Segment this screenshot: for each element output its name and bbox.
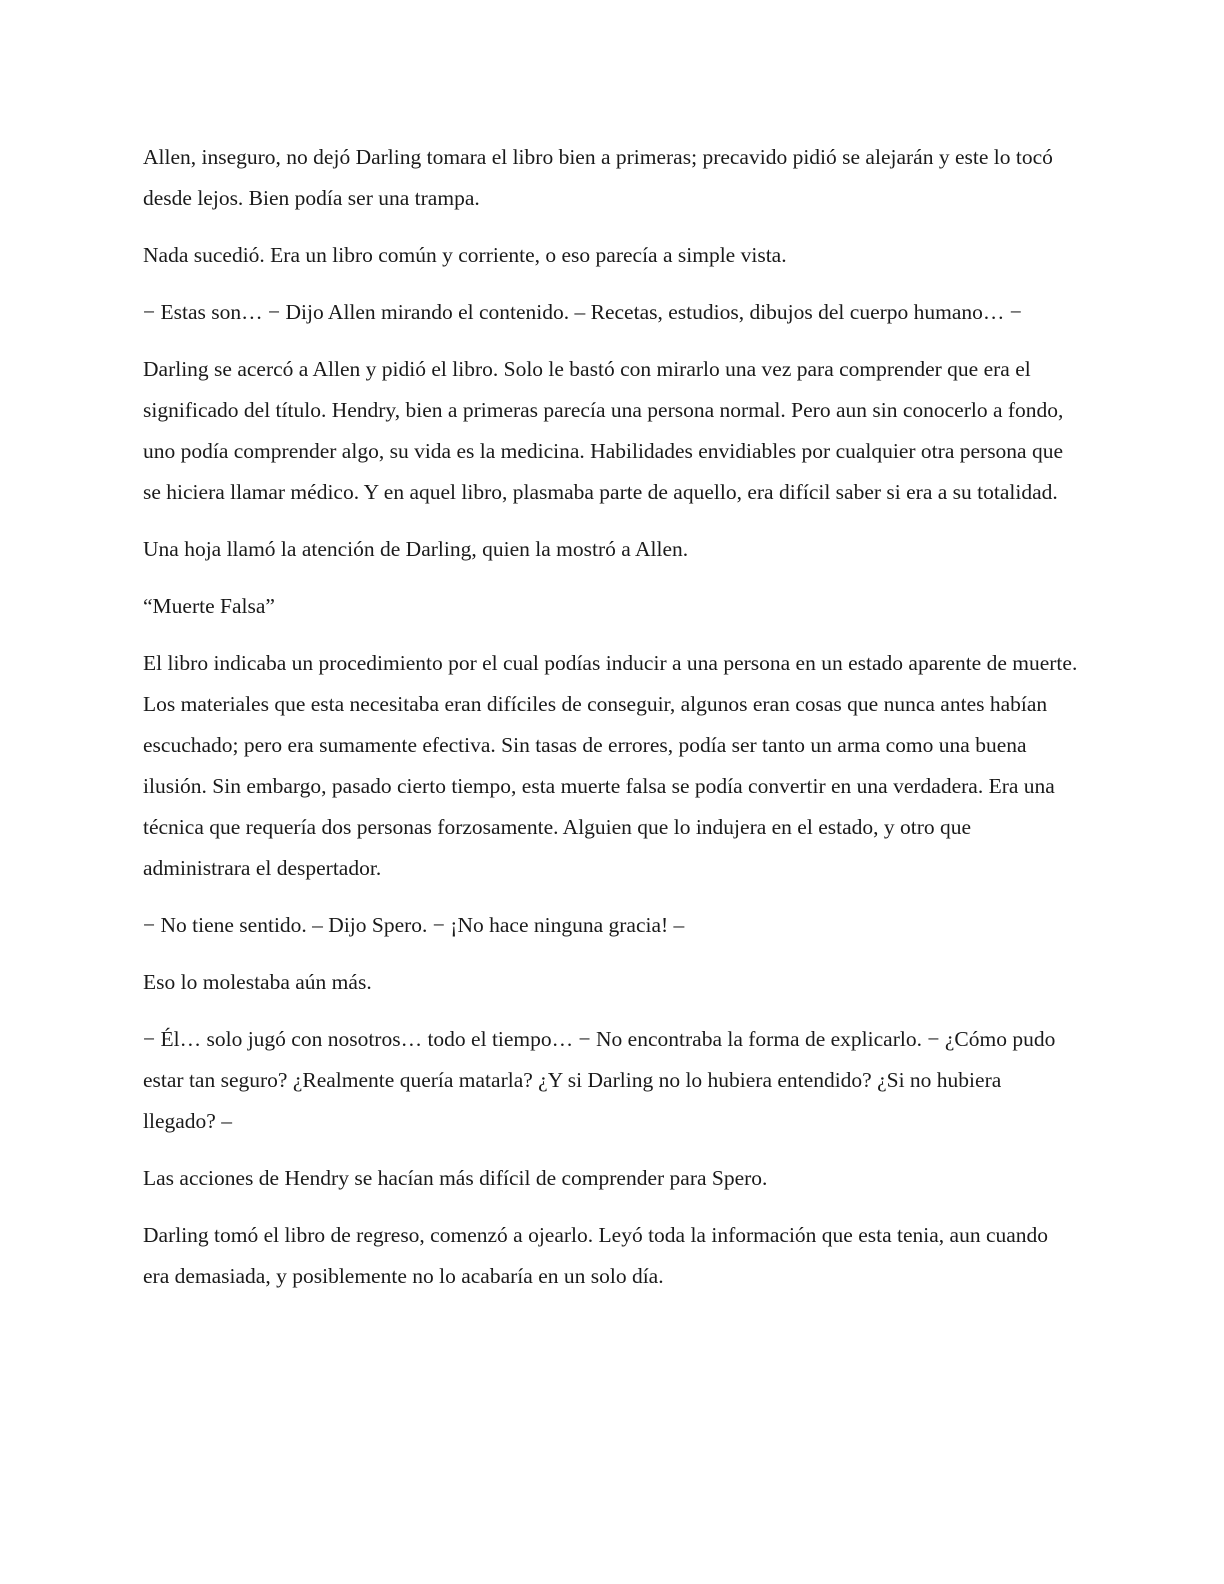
- body-text: [143, 137, 1078, 1313]
- paragraph-12: Darling tomó el libro de regreso, comenzó a ojearlo. Leyó toda la información que esta tenia, aun cuando era demasiada, y posiblemente no lo acabaría en un solo día.: [143, 1223, 1049, 1288]
- paragraph-9: Eso lo molestaba aún más.: [143, 970, 372, 994]
- paragraph-1: Allen, inseguro, no dejó Darling tomara el libro bien a primeras; precavido pidió se alejarán y este lo tocó desde lejos. Bien podía ser una trampa.: [143, 145, 1053, 210]
- paragraph-4: Darling se acercó a Allen y pidió el libro. Solo le bastó con mirarlo una vez para comprender que era el significado del título. Hendry, bien a primeras parecía una persona normal. Pero aun sin conocerlo a fondo, uno podía comprender algo, su vida es la medicina. Habilidades envidiables por cualquier otra persona que se hiciera llamar médico. Y en aquel libro, plasmaba parte de aquello, era difícil saber si era a su totalidad.: [143, 357, 1064, 504]
- paragraph-5: Una hoja llamó la atención de Darling, quien la mostró a Allen.: [143, 537, 689, 561]
- paragraph-2: Nada sucedió. Era un libro común y corriente, o eso parecía a simple vista.: [143, 243, 787, 267]
- paragraph-11: Las acciones de Hendry se hacían más difícil de comprender para Spero.: [143, 1166, 768, 1190]
- paragraph-7: El libro indicaba un procedimiento por el cual podías inducir a una persona en un estado aparente de muerte. Los materiales que esta necesitaba eran difíciles de conseguir, algunos eran cosas que nunca antes habían escuchado; pero era sumamente efectiva. Sin tasas de errores, podía ser tanto un arma como una buena ilusión. Sin embargo, pasado cierto tiempo, esta muerte falsa se podía convertir en una verdadera. Era una técnica que requería dos personas forzosamente. Alguien que lo indujera en el estado, y otro que administrara el despertador.: [143, 651, 1078, 880]
- paragraph-8: − No tiene sentido. – Dijo Spero. − ¡No hace ninguna gracia! –: [143, 913, 685, 937]
- paragraph-6-heading: “Muerte Falsa”: [143, 594, 275, 618]
- paragraph-10: − Él… solo jugó con nosotros… todo el tiempo… − No encontraba la forma de explicarlo. − ¿Cómo pudo estar tan seguro? ¿Realmente quería matarla? ¿Y si Darling no lo hubiera entendido? ¿Si no hubiera llegado? –: [143, 1027, 1056, 1133]
- paragraph-3: − Estas son… − Dijo Allen mirando el contenido. – Recetas, estudios, dibujos del cuerpo humano… −: [143, 300, 1022, 324]
